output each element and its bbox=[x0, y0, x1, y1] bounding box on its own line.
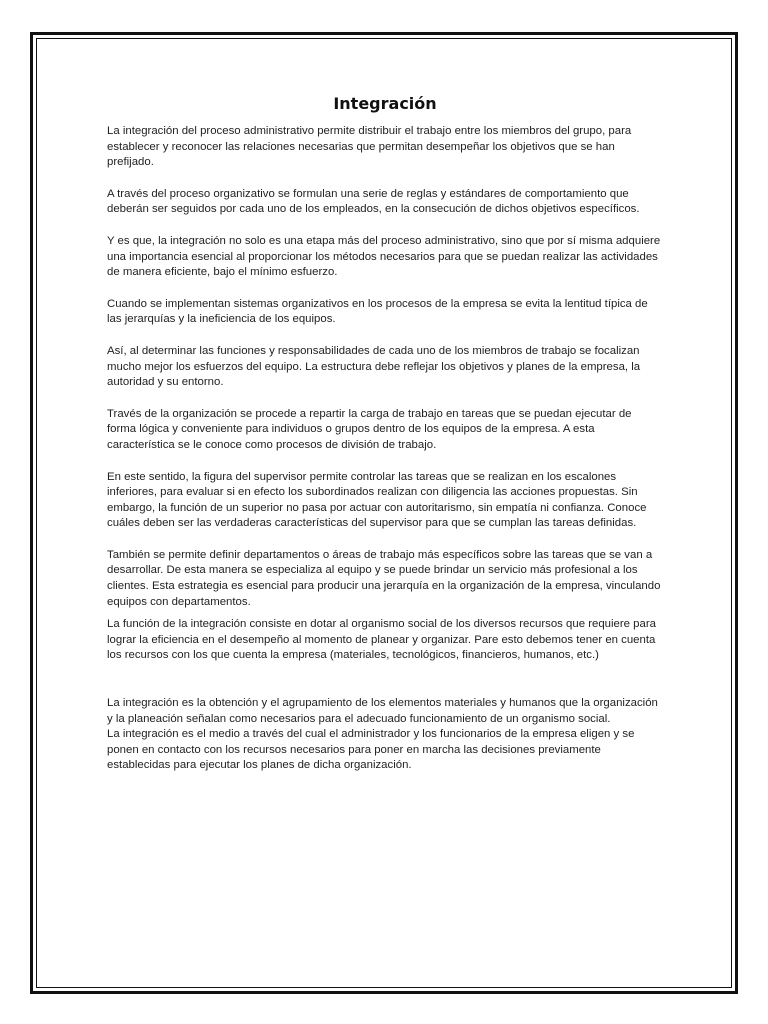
document-body bbox=[107, 94, 663, 774]
paragraph-4: Cuando se implementan sistemas organizativos en los procesos de la empresa se evita la lentitud típica de las jerarquías y la ineficiencia de los equipos. bbox=[107, 297, 648, 326]
paragraph-11: La integración es el medio a través del cual el administrador y los funcionarios de la empresa eligen y se ponen en contacto con los recursos necesarios para poner en marcha las decisiones previamente establecidas para ejecutar los planes de dicha organización. bbox=[107, 728, 635, 772]
paragraph-2: A través del proceso organizativo se formulan una serie de reglas y estándares de comportamiento que deberán ser seguidos por cada uno de los empleados, en la consecución de dichos objetivos específicos. bbox=[107, 187, 640, 216]
paragraph-7: En este sentido, la figura del supervisor permite controlar las tareas que se realizan en los escalones inferiores, para evaluar si en efecto los subordinados realizan con diligencia las acciones propuestas. Sin embargo, la función de un superior no pasa por actuar con autoritarismo, sin empatía ni confianza. Conoce cuáles deben ser las verdaderas características del supervisor para que se cumplan las tareas definidas. bbox=[107, 470, 647, 530]
blank-space bbox=[107, 664, 663, 696]
paragraph-9: La función de la integración consiste en dotar al organismo social de los diversos recursos que requiere para lograr la eficiencia en el desempeño al momento de planear y organizar. Pare esto debemos tener en cuenta los recursos con los que cuenta la empresa (materiales, tecnológicos, financieros, humanos, etc.) bbox=[107, 618, 656, 662]
paragraph-5: Así, al determinar las funciones y responsabilidades de cada uno de los miembros de trabajo se focalizan mucho mejor los esfuerzos del equipo. La estructura debe reflejar los objetivos y planes de la empresa, la autoridad y su entorno. bbox=[107, 344, 641, 389]
paragraph-8: También se permite definir departamentos o áreas de trabajo más específicos sobre las tareas que se van a desarrollar. De esta manera se especializa al equipo y se puede brindar un servicio más profesional a los clientes. Esta estrategia es esencial para producir una jerarquía en la organización de la empresa, vinculando equipos con departamentos. bbox=[107, 548, 661, 608]
document-title: Integración bbox=[333, 94, 437, 113]
paragraph-6: Través de la organización se procede a repartir la carga de trabajo en tareas que se puedan ejecutar de forma lógica y conveniente para individuos o grupos dentro de los equipos de la empresa. A esta característica se le conoce como procesos de división de trabajo. bbox=[107, 407, 632, 451]
paragraph-10: La integración es la obtención y el agrupamiento de los elementos materiales y humanos que la organización y la planeación señalan como necesarios para el adecuado funcionamiento de un organismo social. bbox=[107, 697, 658, 725]
paragraph-3: Y es que, la integración no solo es una etapa más del proceso administrativo, sino que por sí misma adquiere una importancia esencial al proporcionar los métodos necesarios para que se puedan realizar las actividades de manera eficiente, bajo el mínimo esfuerzo. bbox=[107, 234, 661, 279]
paragraph-1: La integración del proceso administrativo permite distribuir el trabajo entre los miembros del grupo, para establecer y reconocer las relaciones necesarias que permitan desempeñar los objetivos que se han prefijado. bbox=[107, 125, 632, 169]
